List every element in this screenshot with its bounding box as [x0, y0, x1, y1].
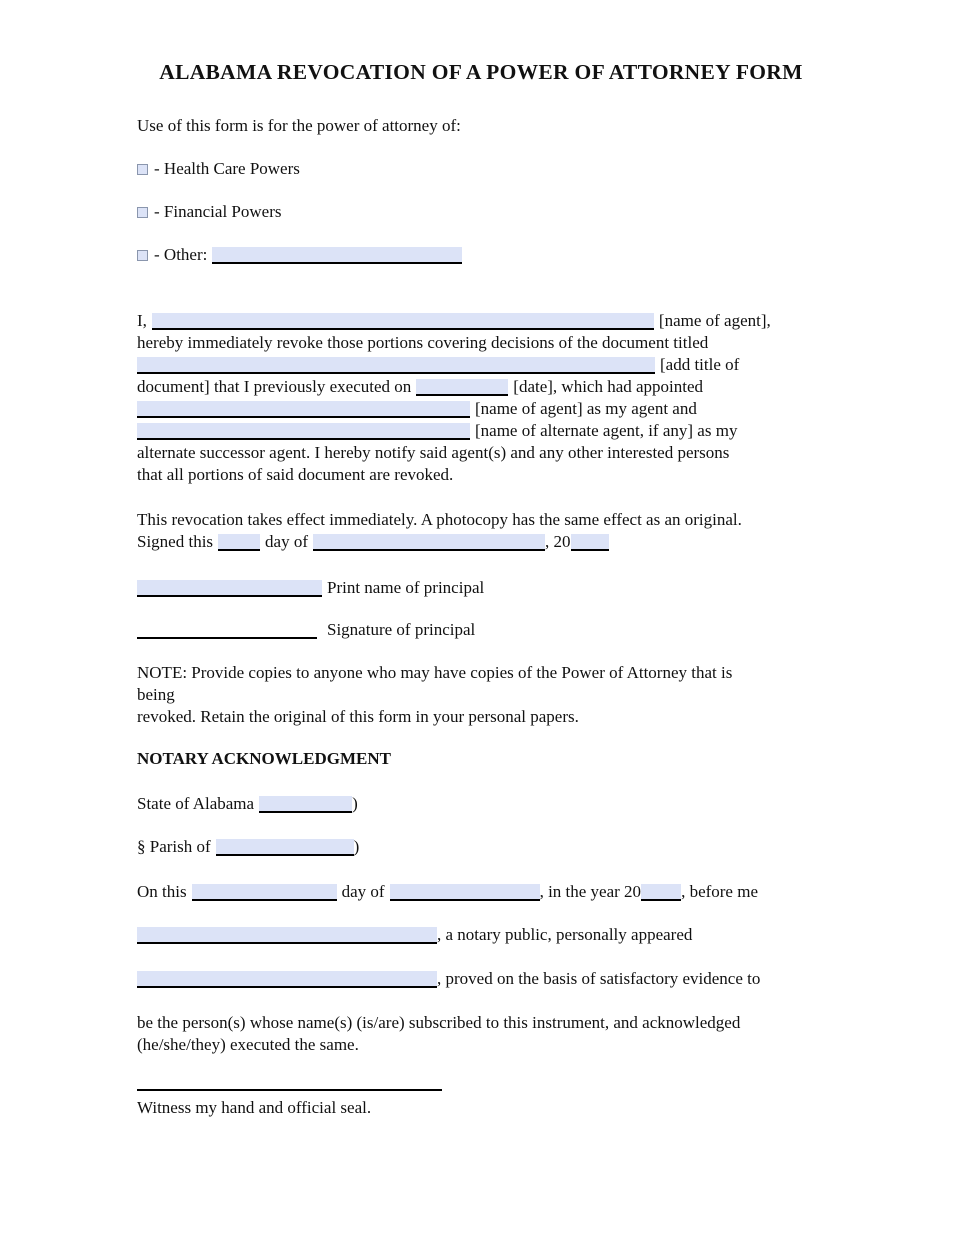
checkbox-row-health-care [137, 158, 300, 180]
text-run: On this [137, 882, 187, 901]
acknowledgment-line-2: (he/she/they) executed the same. [137, 1035, 359, 1054]
revocation-line-6 [137, 420, 737, 442]
notary-month-field[interactable] [390, 884, 540, 901]
revocation-line-8: that all portions of said document are revoked. [137, 465, 454, 484]
name-of-agent-label: [name of agent], [658, 311, 771, 330]
page-title: ALABAMA REVOCATION OF A POWER OF ATTORNEY FORM [159, 60, 803, 84]
text-run: day of [265, 532, 309, 551]
notary-name-field[interactable] [137, 927, 437, 944]
revocation-line-1 [137, 310, 771, 332]
document-title-field[interactable] [137, 357, 655, 374]
agent-label: [name of agent] as my agent and [475, 399, 697, 418]
execution-date-field[interactable] [416, 379, 508, 396]
alternate-agent-field[interactable] [137, 423, 470, 440]
financial-checkbox[interactable] [137, 207, 148, 218]
print-name-row [137, 577, 484, 599]
checkbox-label: - Financial Powers [154, 202, 282, 221]
text-run: , 20 [545, 532, 571, 551]
intro-text: Use of this form is for the power of attorney of: [137, 116, 461, 135]
text-run: day of [341, 882, 385, 901]
health-care-checkbox[interactable] [137, 164, 148, 175]
text-run: ) [352, 794, 358, 813]
notary-year-field[interactable] [641, 884, 681, 901]
parish-field[interactable] [216, 839, 354, 856]
other-field[interactable] [212, 247, 462, 264]
checkbox-row-financial [137, 201, 281, 223]
effect-line-2 [137, 531, 609, 553]
signed-day-field[interactable] [218, 534, 260, 551]
date-label: [date], which had appointed [513, 377, 704, 396]
note-line-2: being [137, 685, 175, 704]
text-run: State of Alabama [137, 794, 255, 813]
notary-public-label: , a notary public, personally appeared [437, 925, 693, 944]
proved-label: , proved on the basis of satisfactory evidence to [437, 969, 761, 988]
text-run: Signed this [137, 532, 214, 551]
add-title-label: [add title of [660, 355, 740, 374]
revocation-line-3 [137, 354, 739, 376]
witness-label: Witness my hand and official seal. [137, 1098, 372, 1117]
appeared-name-field[interactable] [137, 971, 437, 988]
revocation-line-5 [137, 398, 697, 420]
principal-name-field[interactable] [152, 313, 654, 330]
signature-row [137, 619, 475, 641]
state-row [137, 793, 358, 815]
state-field[interactable] [259, 796, 352, 813]
text-run: I, [137, 311, 147, 330]
checkbox-label: - Health Care Powers [154, 159, 300, 178]
checkbox-label: - Other: [154, 245, 208, 264]
on-this-row [137, 881, 758, 903]
note-line-3: revoked. Retain the original of this form in your personal papers. [137, 707, 579, 726]
text-run: § Parish of [137, 837, 211, 856]
signature-label: Signature of principal [327, 620, 476, 639]
notary-name-row [137, 924, 692, 946]
appeared-name-row [137, 968, 760, 990]
text-run: document] that I previously executed on [137, 377, 412, 396]
note-line-1: NOTE: Provide copies to anyone who may have copies of the Power of Attorney that is [137, 663, 733, 682]
print-name-field[interactable] [137, 580, 322, 597]
notary-day-field[interactable] [192, 884, 337, 901]
revocation-line-4 [137, 376, 703, 398]
signed-year-field[interactable] [571, 534, 609, 551]
text-run: , before me [681, 882, 758, 901]
acknowledgment-line-1: be the person(s) whose name(s) (is/are) subscribed to this instrument, and acknowledged [137, 1013, 741, 1032]
text-run: , in the year 20 [539, 882, 642, 901]
signed-month-field[interactable] [313, 534, 545, 551]
print-name-label: Print name of principal [327, 578, 485, 597]
alternate-agent-label: [name of alternate agent, if any] as my [475, 421, 738, 440]
other-checkbox[interactable] [137, 250, 148, 261]
revocation-line-7: alternate successor agent. I hereby notify said agent(s) and any other interested persons [137, 443, 730, 462]
text-run: ) [353, 837, 360, 856]
notary-signature-line[interactable] [137, 1089, 442, 1091]
notary-heading: NOTARY ACKNOWLEDGMENT [137, 749, 391, 768]
effect-line-1: This revocation takes effect immediately. A photocopy has the same effect as an original. [137, 510, 742, 529]
revocation-line-2: hereby immediately revoke those portions covering decisions of the document titled [137, 333, 709, 352]
signature-field[interactable] [137, 622, 317, 639]
agent-name-field[interactable] [137, 401, 470, 418]
parish-row [137, 836, 359, 858]
checkbox-row-other [137, 244, 462, 266]
